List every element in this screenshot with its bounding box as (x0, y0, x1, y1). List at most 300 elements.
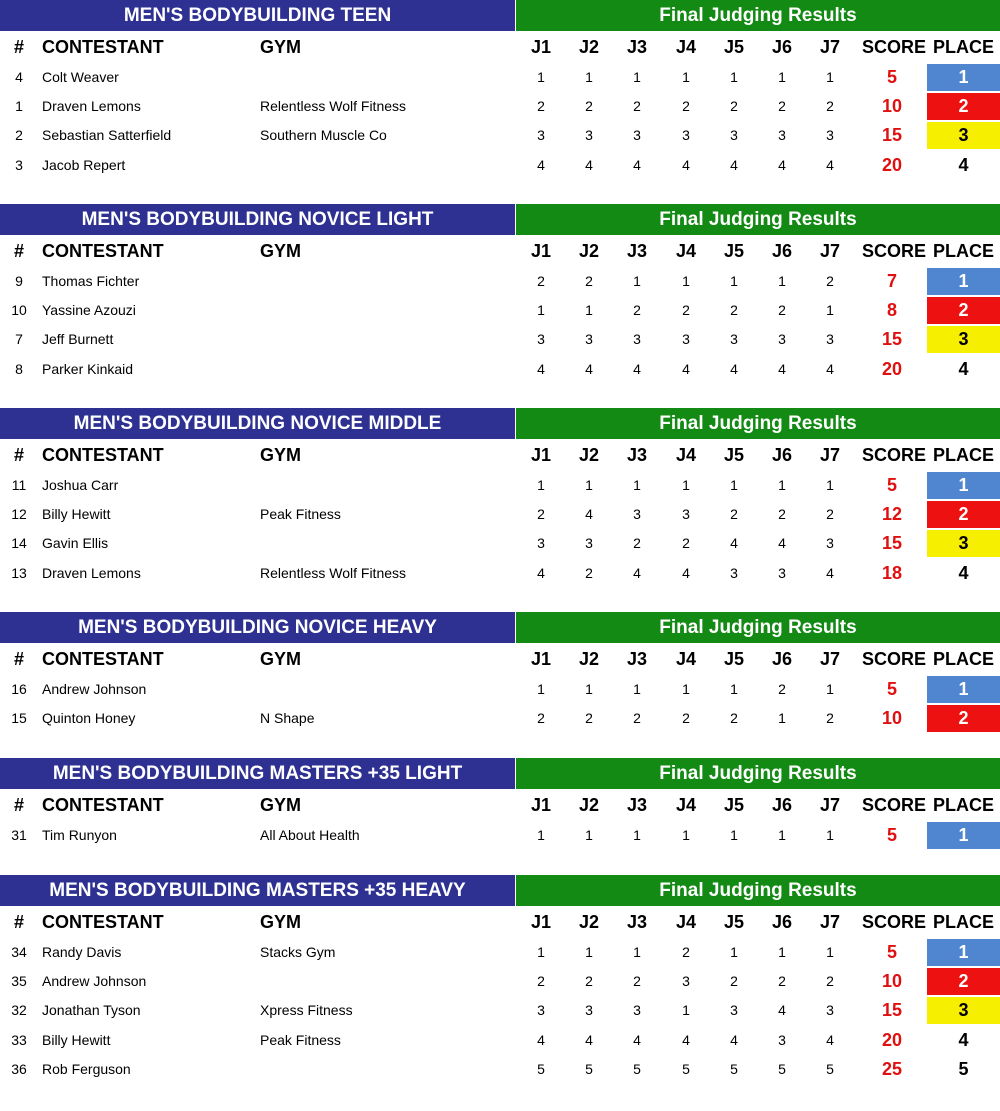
judge-score: 1 (682, 273, 690, 289)
judge-score: 1 (585, 827, 593, 843)
judge-score: 4 (778, 535, 786, 552)
results-label: Final Judging Results (516, 612, 1000, 643)
judge-score: 1 (585, 681, 593, 697)
results-label: Final Judging Results (516, 0, 1000, 31)
judge-score: 4 (585, 156, 593, 173)
judge-score: 5 (730, 1060, 738, 1077)
place-badge: 4 (958, 1029, 969, 1050)
contestant-name: Colt Weaver (42, 69, 119, 85)
judge-score: 1 (633, 69, 641, 85)
judge-score: 3 (778, 564, 786, 581)
judge-score: 4 (778, 1002, 786, 1019)
judge-score: 4 (633, 156, 641, 173)
division-header-bar (0, 0, 1000, 31)
judge-score: 1 (826, 681, 834, 697)
judge-score: 3 (826, 127, 834, 144)
contestant-gym (260, 675, 520, 704)
col-header-num: # (13, 445, 24, 465)
table-row (0, 938, 1000, 967)
judge-score: 3 (537, 331, 545, 348)
judge-score: 1 (585, 477, 593, 493)
col-header-num: # (13, 795, 24, 815)
judge-score: 4 (633, 360, 641, 377)
judge-score: 5 (633, 1060, 641, 1077)
judge-score: 1 (682, 1002, 690, 1019)
col-header-gym: GYM (260, 445, 302, 465)
col-header-j5: J5 (723, 795, 745, 815)
place-badge: 2 (927, 968, 1000, 995)
place-badge: 1 (927, 268, 1000, 295)
judge-score: 4 (826, 564, 834, 581)
judge-score: 1 (730, 69, 738, 85)
place-badge: 3 (927, 997, 1000, 1024)
judge-score: 3 (633, 506, 641, 523)
col-header-j4: J4 (675, 37, 697, 57)
judge-score: 3 (778, 127, 786, 144)
judge-score: 2 (826, 506, 834, 523)
col-header-gym: GYM (260, 649, 302, 669)
contestant-name: Randy Davis (42, 944, 122, 960)
judge-score: 2 (633, 973, 641, 990)
judge-score: 3 (682, 331, 690, 348)
judge-score: 2 (585, 273, 593, 289)
judge-score: 4 (826, 1031, 834, 1048)
judge-score: 1 (826, 69, 834, 85)
col-header-j5: J5 (723, 649, 745, 669)
place-badge: 2 (927, 501, 1000, 528)
contestant-name: Jonathan Tyson (42, 1002, 141, 1019)
judge-score: 1 (826, 302, 834, 319)
place-badge: 4 (958, 358, 969, 379)
contestant-number: 32 (11, 1002, 27, 1019)
col-header-gym: GYM (260, 912, 302, 932)
judge-score: 2 (585, 710, 593, 727)
judge-score: 4 (682, 564, 690, 581)
col-header-num: # (13, 649, 24, 669)
judge-score: 3 (537, 535, 545, 552)
judge-score: 2 (778, 681, 786, 697)
judge-score: 2 (682, 302, 690, 319)
table-row (0, 355, 1000, 384)
contestant-gym (260, 63, 520, 92)
judge-score: 2 (730, 506, 738, 523)
col-header-j7: J7 (819, 37, 841, 57)
col-header-j3: J3 (626, 445, 648, 465)
col-header-j3: J3 (626, 912, 648, 932)
judge-score: 4 (537, 564, 545, 581)
judge-score: 4 (730, 1031, 738, 1048)
contestant-number: 3 (15, 156, 23, 173)
contestant-name: Jeff Burnett (42, 331, 114, 348)
contestant-number: 31 (11, 827, 27, 843)
division-header-bar (0, 875, 1000, 906)
col-header-place: PLACE (932, 37, 994, 57)
contestant-number: 34 (11, 944, 27, 960)
contestant-number: 7 (15, 331, 23, 348)
judge-score: 3 (778, 1031, 786, 1048)
judge-score: 2 (682, 535, 690, 552)
judge-score: 1 (778, 710, 786, 727)
col-header-j2: J2 (578, 241, 600, 261)
col-header-place: PLACE (932, 649, 994, 669)
contestant-name: Sebastian Satterfield (42, 127, 172, 144)
total-score: 5 (886, 825, 897, 845)
judge-score: 4 (682, 360, 690, 377)
col-header-j5: J5 (723, 37, 745, 57)
total-score: 15 (881, 125, 903, 146)
results-label: Final Judging Results (516, 875, 1000, 906)
contestant-number: 4 (15, 69, 23, 85)
col-header-num: # (13, 912, 24, 932)
place-badge: 4 (958, 562, 969, 583)
col-header-score: SCORE (862, 37, 927, 57)
judge-score: 1 (537, 681, 545, 697)
col-header-gym: GYM (260, 37, 302, 57)
division-title: MEN'S BODYBUILDING NOVICE LIGHT (0, 204, 515, 235)
judge-score: 4 (730, 535, 738, 552)
place-badge: 4 (958, 154, 969, 175)
place-badge: 1 (927, 64, 1000, 91)
judge-score: 2 (537, 506, 545, 523)
judge-score: 1 (826, 827, 834, 843)
col-header-j7: J7 (819, 795, 841, 815)
place-badge: 1 (927, 472, 1000, 499)
judge-score: 3 (633, 1002, 641, 1019)
judge-score: 1 (778, 477, 786, 493)
total-score: 5 (886, 679, 897, 699)
col-header-j1: J1 (530, 37, 552, 57)
total-score: 12 (881, 504, 903, 525)
col-header-j6: J6 (771, 37, 793, 57)
judge-score: 4 (778, 360, 786, 377)
division-title: MEN'S BODYBUILDING MASTERS +35 LIGHT (0, 758, 515, 789)
judge-score: 2 (778, 98, 786, 115)
judge-score: 1 (633, 477, 641, 493)
col-header-j1: J1 (530, 241, 552, 261)
judge-score: 2 (730, 710, 738, 727)
judge-score: 4 (633, 564, 641, 581)
judge-score: 3 (633, 331, 641, 348)
col-header-num: # (13, 37, 24, 57)
col-header-j7: J7 (819, 241, 841, 261)
col-header-score: SCORE (862, 445, 927, 465)
judge-score: 1 (633, 827, 641, 843)
col-header-j6: J6 (771, 912, 793, 932)
place-badge: 3 (927, 122, 1000, 149)
judge-score: 1 (585, 69, 593, 85)
judge-score: 2 (682, 98, 690, 115)
judge-score: 5 (778, 1060, 786, 1077)
table-row (0, 63, 1000, 92)
contestant-gym (260, 325, 520, 354)
contestant-name: Billy Hewitt (42, 506, 111, 523)
contestant-name: Rob Ferguson (42, 1060, 131, 1077)
table-row (0, 821, 1000, 850)
col-header-j4: J4 (675, 912, 697, 932)
judge-score: 1 (633, 681, 641, 697)
col-header-score: SCORE (862, 795, 927, 815)
judge-score: 2 (778, 506, 786, 523)
contestant-name: Tim Runyon (42, 827, 117, 843)
contestant-name: Andrew Johnson (42, 973, 147, 990)
judge-score: 3 (633, 127, 641, 144)
contestant-name: Draven Lemons (42, 564, 141, 581)
col-header-j4: J4 (675, 445, 697, 465)
col-header-gym: GYM (260, 795, 302, 815)
judge-score: 2 (826, 973, 834, 990)
judge-score: 2 (826, 98, 834, 115)
total-score: 10 (881, 708, 903, 729)
col-header-j5: J5 (723, 912, 745, 932)
contestant-number: 12 (11, 506, 27, 523)
total-score: 18 (881, 562, 903, 583)
division-title: MEN'S BODYBUILDING MASTERS +35 HEAVY (0, 875, 515, 906)
col-header-place: PLACE (932, 241, 994, 261)
judge-score: 2 (537, 273, 545, 289)
judge-score: 4 (730, 156, 738, 173)
place-badge: 1 (927, 676, 1000, 703)
judge-score: 3 (826, 331, 834, 348)
column-header-row (0, 439, 1000, 471)
col-header-j1: J1 (530, 445, 552, 465)
contestant-gym: Relentless Wolf Fitness (260, 98, 407, 115)
judge-score: 1 (537, 827, 545, 843)
division-header-bar (0, 408, 1000, 439)
column-header-row (0, 789, 1000, 821)
total-score: 7 (886, 271, 897, 291)
col-header-j6: J6 (771, 795, 793, 815)
col-header-j4: J4 (675, 649, 697, 669)
judge-score: 1 (537, 69, 545, 85)
contestant-number: 8 (15, 360, 23, 377)
col-header-j6: J6 (771, 241, 793, 261)
judge-score: 4 (585, 1031, 593, 1048)
judge-score: 2 (730, 98, 738, 115)
table-row (0, 1055, 1000, 1084)
table-row (0, 996, 1000, 1025)
col-header-contestant: CONTESTANT (42, 445, 164, 465)
division-title: MEN'S BODYBUILDING NOVICE MIDDLE (0, 408, 515, 439)
judge-score: 1 (778, 827, 786, 843)
judge-score: 5 (537, 1060, 545, 1077)
contestant-gym: Stacks Gym (260, 944, 336, 960)
place-badge: 2 (927, 705, 1000, 732)
contestant-gym: N Shape (260, 710, 315, 727)
judge-score: 4 (585, 506, 593, 523)
table-row (0, 296, 1000, 325)
total-score: 15 (881, 1000, 903, 1021)
judge-score: 1 (633, 273, 641, 289)
table-row (0, 559, 1000, 588)
judge-score: 1 (778, 273, 786, 289)
judge-score: 3 (730, 1002, 738, 1019)
judge-score: 1 (826, 477, 834, 493)
results-label: Final Judging Results (516, 408, 1000, 439)
judge-score: 2 (633, 535, 641, 552)
contestant-number: 15 (11, 710, 27, 727)
judge-score: 5 (826, 1060, 834, 1077)
column-header-row (0, 31, 1000, 63)
judge-score: 3 (778, 331, 786, 348)
judge-score: 3 (730, 564, 738, 581)
col-header-contestant: CONTESTANT (42, 795, 164, 815)
total-score: 20 (881, 358, 903, 379)
results-label: Final Judging Results (516, 758, 1000, 789)
judge-score: 3 (682, 506, 690, 523)
judge-score: 5 (682, 1060, 690, 1077)
place-badge: 1 (927, 939, 1000, 966)
judge-score: 1 (730, 827, 738, 843)
judge-score: 2 (633, 302, 641, 319)
table-row (0, 151, 1000, 180)
contestant-name: Billy Hewitt (42, 1031, 111, 1048)
table-row (0, 325, 1000, 354)
contestant-gym (260, 296, 520, 325)
judge-score: 4 (682, 1031, 690, 1048)
judge-score: 1 (730, 477, 738, 493)
judge-score: 1 (682, 681, 690, 697)
place-badge: 3 (927, 326, 1000, 353)
division-title: MEN'S BODYBUILDING TEEN (0, 0, 515, 31)
judge-score: 3 (585, 1002, 593, 1019)
contestant-number: 13 (11, 564, 27, 581)
total-score: 20 (881, 1029, 903, 1050)
col-header-j7: J7 (819, 649, 841, 669)
contestant-number: 10 (11, 302, 27, 319)
contestant-gym (260, 967, 520, 996)
table-row (0, 1026, 1000, 1055)
col-header-contestant: CONTESTANT (42, 912, 164, 932)
column-header-row (0, 906, 1000, 938)
judge-score: 3 (585, 535, 593, 552)
judge-score: 1 (633, 944, 641, 960)
judge-score: 1 (682, 69, 690, 85)
judge-score: 2 (585, 564, 593, 581)
contestant-gym: Southern Muscle Co (260, 127, 387, 144)
col-header-j2: J2 (578, 649, 600, 669)
judge-score: 1 (585, 944, 593, 960)
contestant-name: Jacob Repert (42, 156, 126, 173)
total-score: 20 (881, 154, 903, 175)
col-header-j3: J3 (626, 649, 648, 669)
judge-score: 4 (730, 360, 738, 377)
contestant-gym (260, 1055, 520, 1084)
judge-score: 1 (682, 477, 690, 493)
judge-score: 2 (682, 944, 690, 960)
judge-score: 4 (682, 156, 690, 173)
judge-score: 1 (537, 302, 545, 319)
col-header-j3: J3 (626, 795, 648, 815)
judge-score: 1 (730, 944, 738, 960)
judge-score: 3 (826, 535, 834, 552)
judge-score: 2 (585, 98, 593, 115)
judge-score: 5 (585, 1060, 593, 1077)
division-header-bar (0, 612, 1000, 643)
results-label: Final Judging Results (516, 204, 1000, 235)
place-badge: 2 (927, 93, 1000, 120)
judge-score: 2 (778, 973, 786, 990)
col-header-place: PLACE (932, 912, 994, 932)
column-header-row (0, 235, 1000, 267)
place-badge: 5 (958, 1058, 969, 1079)
table-row (0, 675, 1000, 704)
col-header-j6: J6 (771, 649, 793, 669)
col-header-j2: J2 (578, 37, 600, 57)
contestant-gym: Peak Fitness (260, 506, 341, 523)
judge-score: 3 (585, 331, 593, 348)
judge-score: 3 (682, 973, 690, 990)
col-header-gym: GYM (260, 241, 302, 261)
judge-score: 1 (730, 681, 738, 697)
col-header-num: # (13, 241, 24, 261)
place-badge: 3 (927, 530, 1000, 557)
judge-score: 1 (778, 69, 786, 85)
col-header-j7: J7 (819, 912, 841, 932)
col-header-score: SCORE (862, 241, 927, 261)
col-header-j1: J1 (530, 649, 552, 669)
judge-score: 1 (682, 827, 690, 843)
contestant-number: 11 (11, 477, 27, 493)
judge-score: 3 (585, 127, 593, 144)
contestant-number: 35 (11, 973, 27, 990)
table-row (0, 121, 1000, 150)
judge-score: 1 (778, 944, 786, 960)
total-score: 5 (886, 67, 897, 87)
judge-score: 1 (826, 944, 834, 960)
col-header-contestant: CONTESTANT (42, 241, 164, 261)
contestant-name: Thomas Fichter (42, 273, 140, 289)
judge-score: 4 (537, 156, 545, 173)
contestant-gym (260, 529, 520, 558)
contestant-number: 16 (11, 681, 27, 697)
division-title: MEN'S BODYBUILDING NOVICE HEAVY (0, 612, 515, 643)
judge-score: 2 (537, 98, 545, 115)
judge-score: 3 (537, 1002, 545, 1019)
contestant-gym (260, 151, 520, 180)
total-score: 8 (886, 300, 897, 321)
place-badge: 1 (927, 822, 1000, 849)
judge-score: 4 (826, 156, 834, 173)
contestant-gym (260, 355, 520, 384)
judge-score: 2 (826, 710, 834, 727)
judge-score: 4 (537, 360, 545, 377)
table-row (0, 500, 1000, 529)
table-row (0, 267, 1000, 296)
judge-score: 3 (826, 1002, 834, 1019)
contestant-name: Yassine Azouzi (42, 302, 136, 319)
judge-score: 3 (730, 127, 738, 144)
judge-score: 2 (537, 973, 545, 990)
table-row (0, 704, 1000, 733)
total-score: 25 (881, 1058, 903, 1079)
judge-score: 1 (730, 273, 738, 289)
contestant-name: Andrew Johnson (42, 681, 147, 697)
contestant-number: 9 (15, 273, 23, 289)
column-header-row (0, 643, 1000, 675)
judge-score: 2 (633, 710, 641, 727)
contestant-name: Gavin Ellis (42, 535, 109, 552)
table-row (0, 92, 1000, 121)
judge-score: 4 (585, 360, 593, 377)
contestant-number: 36 (11, 1060, 27, 1077)
judge-score: 4 (778, 156, 786, 173)
judge-score: 1 (585, 302, 593, 319)
col-header-j6: J6 (771, 445, 793, 465)
contestant-name: Quinton Honey (42, 710, 136, 727)
judge-score: 1 (537, 944, 545, 960)
division-header-bar (0, 204, 1000, 235)
judge-score: 2 (730, 302, 738, 319)
